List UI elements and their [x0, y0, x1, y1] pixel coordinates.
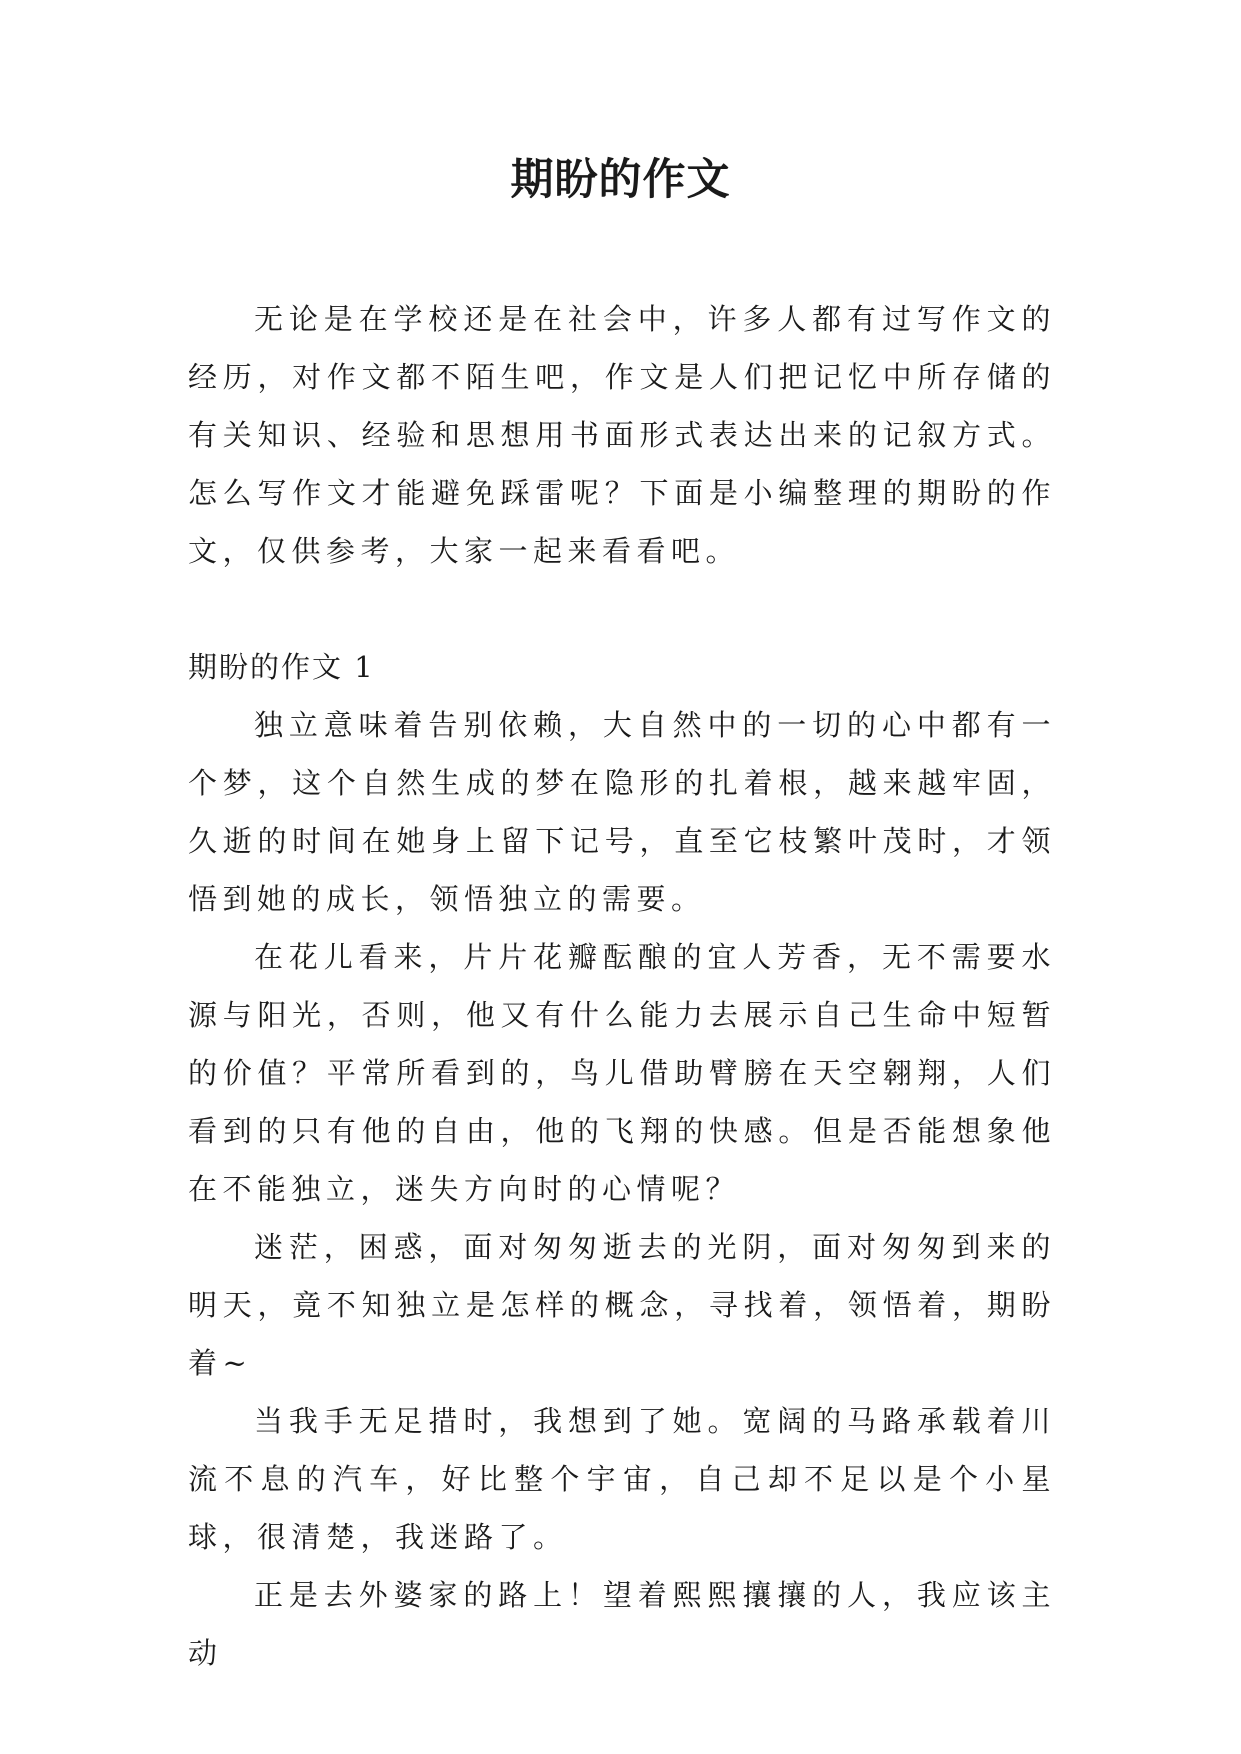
body-paragraph: 独立意味着告别依赖，大自然中的一切的心中都有一个梦，这个自然生成的梦在隐形的扎着根，越来越牢固，久逝的时间在她身上留下记号，直至它枝繁叶茂时，才领悟到她的成长，领悟独立的需要。 — [188, 708, 1056, 916]
body-paragraph: 在花儿看来，片片花瓣酝酿的宜人芳香，无不需要水源与阳光，否则，他又有什么能力去展示自己生命中短暂的价值？平常所看到的，鸟儿借助臂膀在天空翱翔，人们看到的只有他的自由，他的飞翔的快感。但是否能想象他在不能独立，迷失方向时的心情呢？ — [188, 940, 1056, 1206]
document-body — [188, 290, 1056, 1682]
section-heading: 期盼的作文 1 — [188, 650, 375, 684]
body-paragraph: 正是去外婆家的路上！望着熙熙攘攘的人，我应该主动 — [188, 1578, 1056, 1670]
document-title: 期盼的作文 — [510, 155, 731, 205]
intro-paragraph: 无论是在学校还是在社会中，许多人都有过写作文的经历，对作文都不陌生吧，作文是人们把记忆中所存储的有关知识、经验和思想用书面形式表达出来的记叙方式。怎么写作文才能避免踩雷呢？下面是小编整理的期盼的作文，仅供参考，大家一起来看看吧。 — [188, 302, 1056, 568]
body-paragraph: 当我手无足措时，我想到了她。宽阔的马路承载着川流不息的汽车，好比整个宇宙，自己却不足以是个小星球，很清楚，我迷路了。 — [188, 1404, 1056, 1554]
body-paragraph: 迷茫，困惑，面对匆匆逝去的光阴，面对匆匆到来的明天，竟不知独立是怎样的概念，寻找着，领悟着，期盼着~ — [188, 1230, 1056, 1380]
